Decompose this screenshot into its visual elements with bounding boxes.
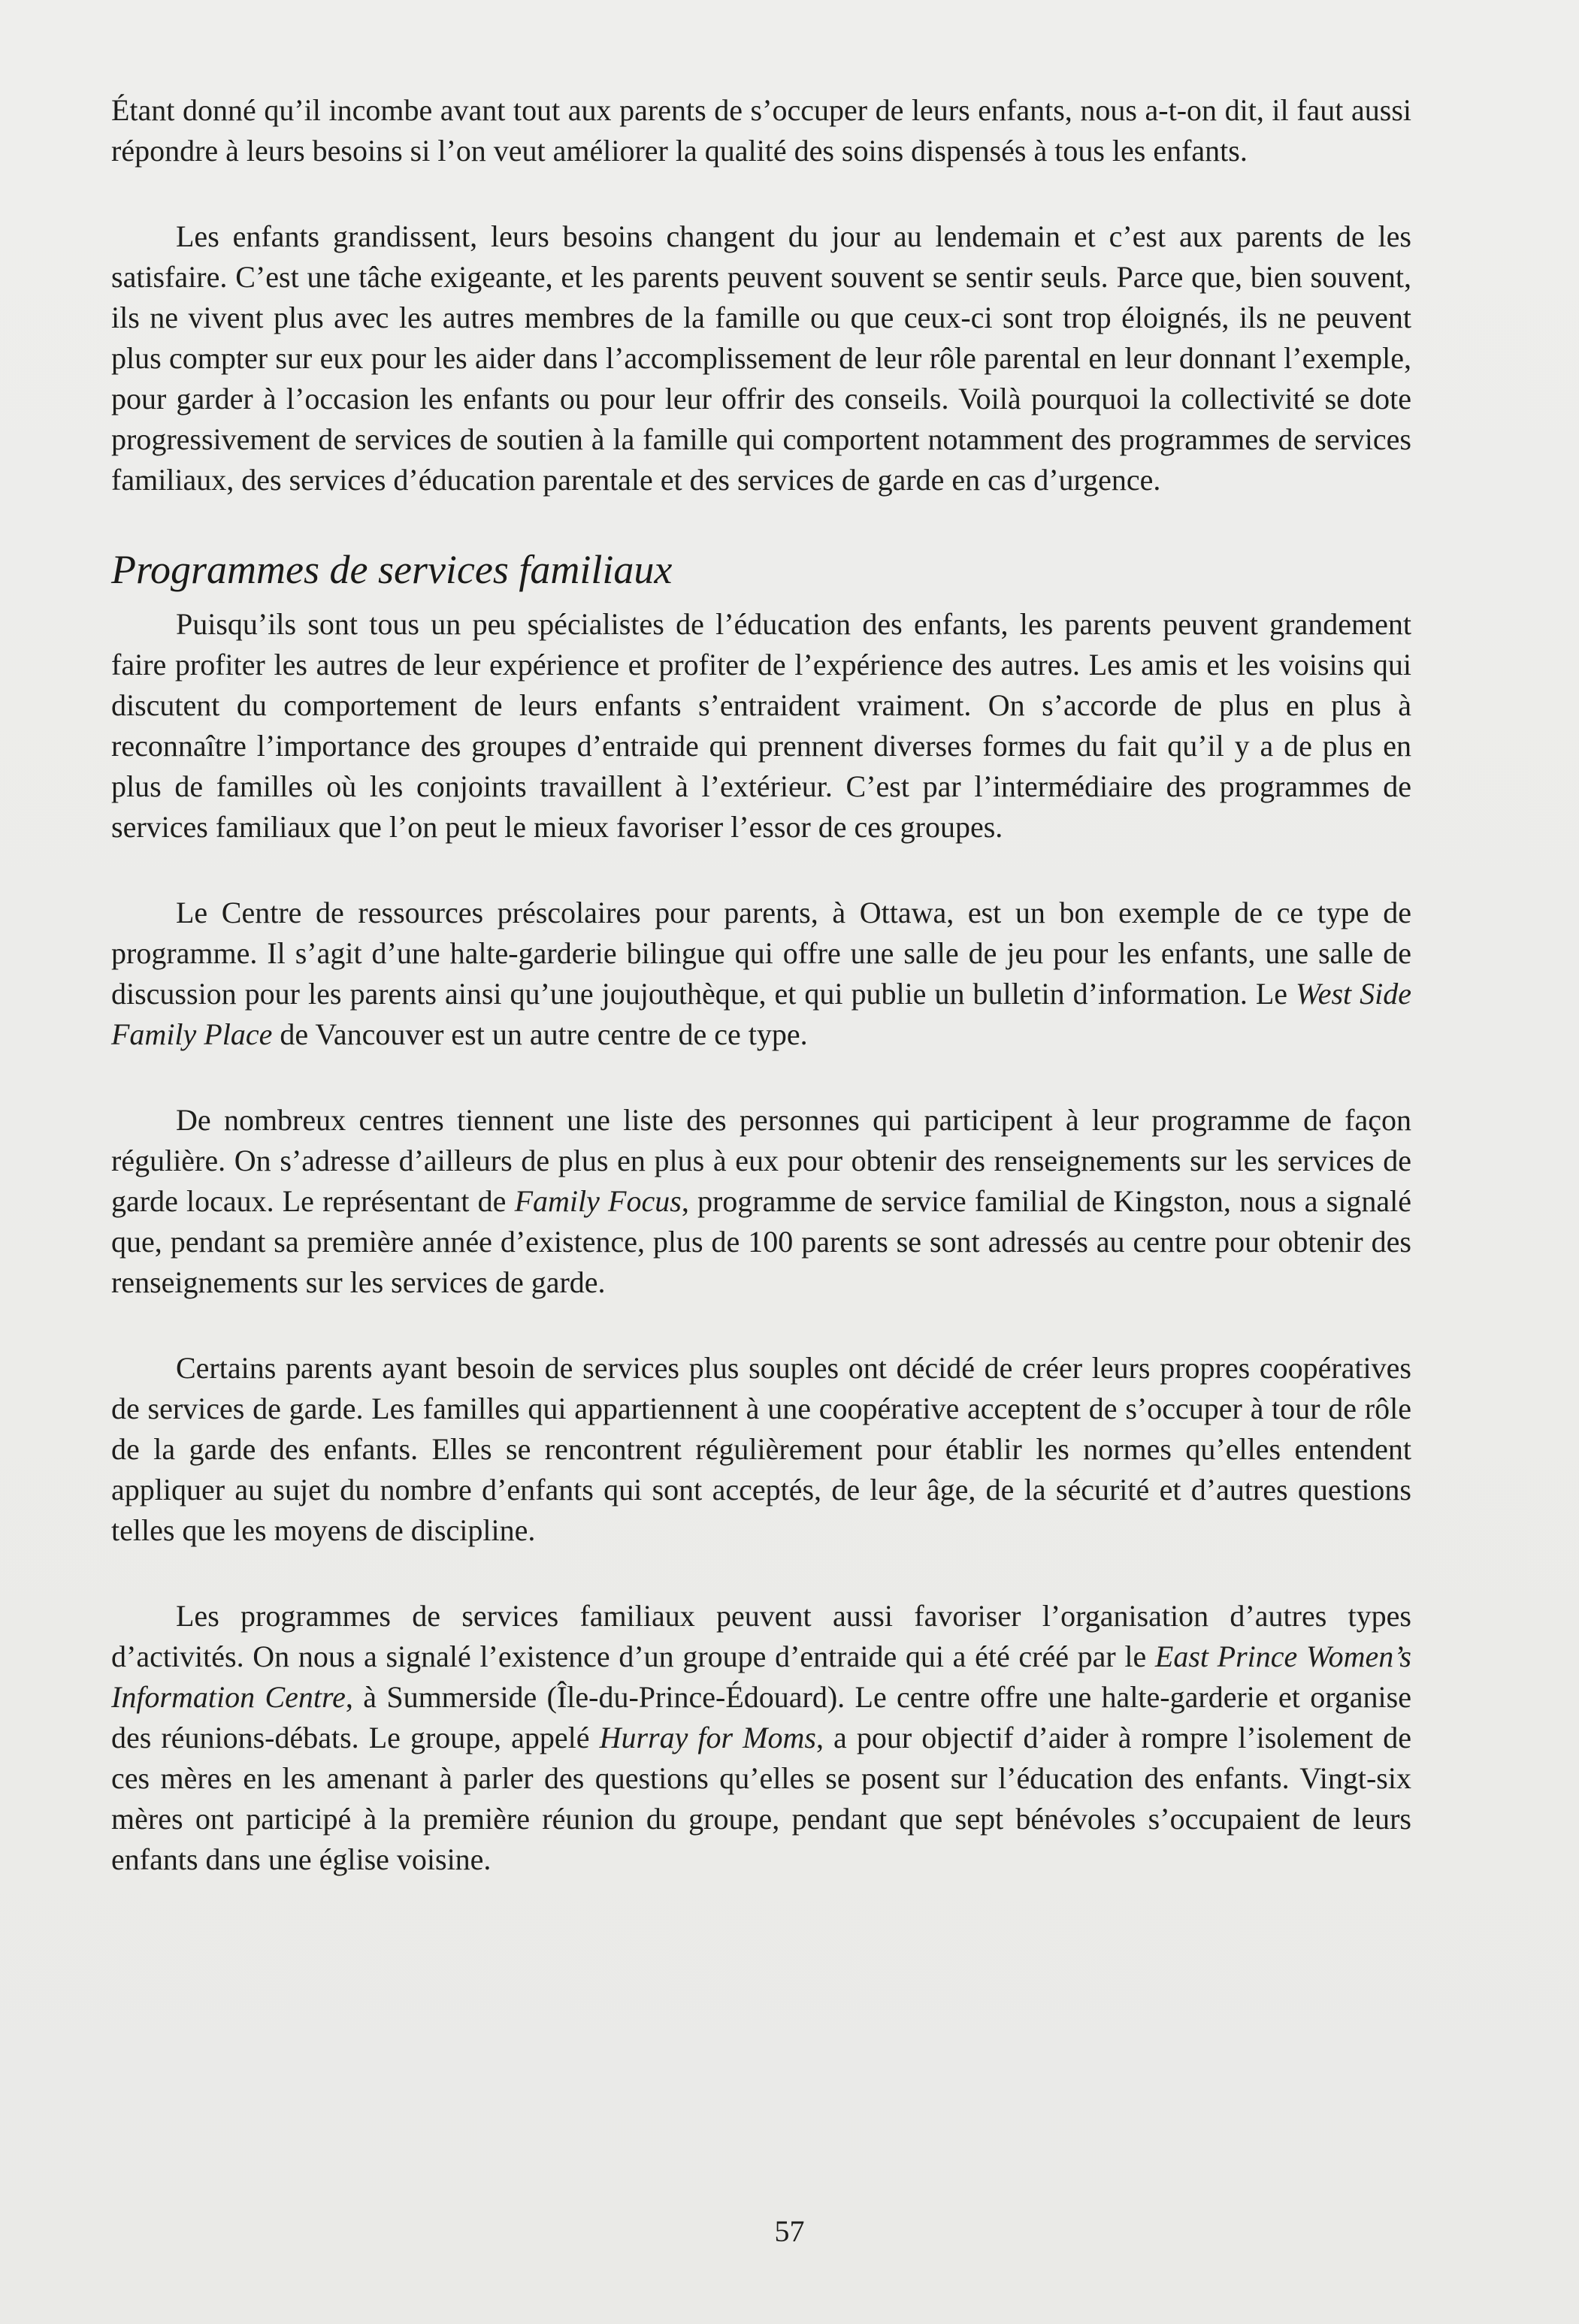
- paragraph-5: [111, 1100, 1411, 1303]
- paragraph-4: [111, 893, 1411, 1055]
- section-heading: Programmes de services familiaux: [111, 547, 673, 592]
- paragraph-5-italic-1: Family Focus: [514, 1184, 682, 1218]
- paragraph-7: [111, 1596, 1411, 1880]
- paragraph-7-italic-1: East Prince Women’s Information Centre: [111, 1639, 1411, 1714]
- paragraph-5-text-1: De nombreux centres tiennent une liste des personnes qui participent à leur programme de façon régulière. On s’adresse d’ailleurs de plus en plus à eux pour obtenir des renseignements sur les services de garde locaux. Le représentant de: [111, 1103, 1411, 1218]
- body-text: [111, 90, 1411, 1925]
- paragraph-4-italic-1: West Side Family Place: [111, 977, 1412, 1051]
- paragraph-5-text-2: , programme de service familial de Kingston, nous a signalé que, pendant sa première année d’existence, plus de 100 parents se sont adressés au centre pour obtenir des renseignements sur les services de garde.: [111, 1184, 1412, 1299]
- paragraph-7-text-1: Les programmes de services familiaux peuvent aussi favoriser l’organisation d’autres types d’activités. On nous a signalé l’existence d’un groupe d’entraide qui a été créé par le: [111, 1599, 1411, 1673]
- page-number: 57: [774, 2214, 805, 2248]
- paragraph-7-text-2: , à Summerside (Île-du-Prince-Édouard). Le centre offre une halte-garderie et organise des réunions-débats. Le groupe, appelé: [111, 1680, 1411, 1754]
- paragraph-intro-1: Étant donné qu’il incombe avant tout aux parents de s’occuper de leurs enfants, nous a-t-on dit, il faut aussi répondre à leurs besoins si l’on veut améliorer la qualité des soins dispensés à tous les enfants.: [111, 93, 1411, 168]
- paragraph-7-italic-2: Hurray for Moms: [599, 1721, 816, 1754]
- paragraph-4-text-1: Le Centre de ressources préscolaires pour parents, à Ottawa, est un bon exemple de ce type de programme. Il s’agit d’une halte-garderie bilingue qui offre une salle de jeu pour les enfants, une salle de discussion pour les parents ainsi qu’une joujouthèque, et qui publie un bulletin d’information. Le: [111, 896, 1411, 1011]
- paragraph-3: Puisqu’ils sont tous un peu spécialistes de l’éducation des enfants, les parents peuvent grandement faire profiter les autres de leur expérience et profiter de l’expérience des autres. Les amis et les voisins qui discutent du comportement de leurs enfants s’entraident vraiment. On s’accorde de plus en plus à reconnaître l’importance des groupes d’entraide qui prennent diverses formes du fait qu’il y a de plus en plus de familles où les conjoints travaillent à l’extérieur. C’est par l’intermédiaire des programmes de services familiaux que l’on peut le mieux favoriser l’essor de ces groupes.: [111, 607, 1411, 844]
- paragraph-7-text-3: , a pour objectif d’aider à rompre l’isolement de ces mères en les amenant à parler des questions qu’elles se posent sur l’éducation des enfants. Vingt-six mères ont participé à la première réunion du groupe, pendant que sept bénévoles s’occupaient de leurs enfants dans une église voisine.: [111, 1721, 1412, 1876]
- paragraph-intro-2: Les enfants grandissent, leurs besoins changent du jour au lendemain et c’est aux parents de les satisfaire. C’est une tâche exigeante, et les parents peuvent souvent se sentir seuls. Parce que, bien souvent, ils ne vivent plus avec les autres membres de la famille ou que ceux-ci sont trop éloignés, ils ne peuvent plus compter sur eux pour les aider dans l’accomplissement de leur rôle parental en leur donnant l’exemple, pour garder à l’occasion les enfants ou pour leur offrir des conseils. Voilà pourquoi la collectivité se dote progressivement de services de soutien à la famille qui comportent notamment des programmes de services familiaux, des services d’éducation parentale et des services de garde en cas d’urgence.: [111, 219, 1411, 497]
- paragraph-6: Certains parents ayant besoin de services plus souples ont décidé de créer leurs propres coopératives de services de garde. Les familles qui appartiennent à une coopérative acceptent de s’occuper à tour de rôle de la garde des enfants. Elles se rencontrent régulièrement pour établir les normes qu’elles entendent appliquer au sujet du nombre d’enfants qui sont acceptés, de leur âge, de la sécurité et d’autres questions telles que les moyens de discipline.: [111, 1351, 1411, 1547]
- paragraph-4-text-2: de Vancouver est un autre centre de ce type.: [272, 1017, 808, 1051]
